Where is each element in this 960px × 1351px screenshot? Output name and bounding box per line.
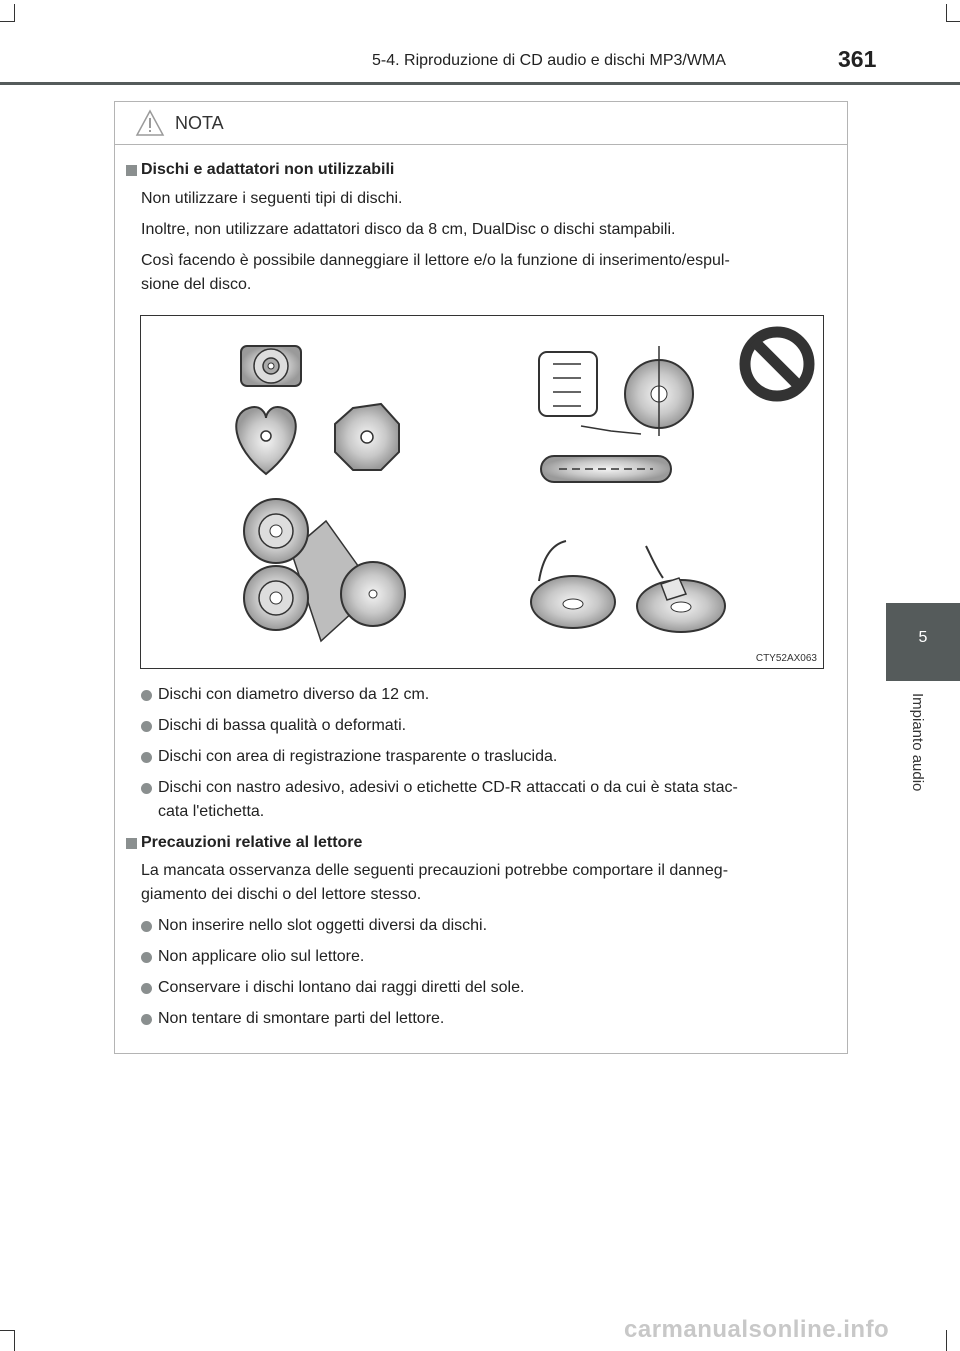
chapter-number: 5 <box>918 629 928 646</box>
chapter-label: Impianto audio <box>909 693 926 792</box>
header-section-title: 5-4. Riproduzione di CD audio e dischi MP3/WMA <box>372 52 726 69</box>
list-item: Non applicare olio sul lettore. <box>158 948 365 965</box>
crop-mark <box>14 4 15 22</box>
crop-mark <box>946 21 960 22</box>
crop-mark <box>14 1330 15 1351</box>
section-heading: Precauzioni relative al lettore <box>141 834 363 851</box>
bullet-marker <box>141 752 152 763</box>
bullet-marker <box>141 1014 152 1025</box>
paragraph: Così facendo è possibile danneggiare il lettore e/o la funzione di inserimento/espul- <box>141 252 730 269</box>
figure-code: CTY52AX063 <box>755 653 817 664</box>
list-item: Dischi di bassa qualità o deformati. <box>158 717 407 734</box>
section-heading: Dischi e adattatori non utilizzabili <box>141 161 395 178</box>
note-header <box>115 102 847 145</box>
list-item: Non inserire nello slot oggetti diversi da dischi. <box>158 917 488 934</box>
header-rule <box>0 82 960 85</box>
list-item: Dischi con nastro adesivo, adesivi o etichette CD-R attaccati o da cui è stata stac- <box>158 779 738 796</box>
page-number: 361 <box>838 46 877 72</box>
bullet-marker <box>141 983 152 994</box>
paragraph: sione del disco. <box>141 276 252 293</box>
chapter-tab <box>886 603 960 681</box>
paragraph: Non utilizzare i seguenti tipi di dischi. <box>141 190 403 207</box>
bullet-marker <box>141 952 152 963</box>
crop-mark <box>946 4 947 22</box>
list-item: Conservare i dischi lontano dai raggi diretti del sole. <box>158 979 525 996</box>
section-marker <box>126 838 137 849</box>
crop-mark <box>946 1330 947 1351</box>
paragraph: La mancata osservanza delle seguenti precauzioni potrebbe comportare il danneg- <box>141 862 729 879</box>
disc-illustration <box>140 315 824 669</box>
crop-mark <box>0 21 15 22</box>
paragraph: Inoltre, non utilizzare adattatori disco da 8 cm, DualDisc o dischi stampabili. <box>141 221 676 238</box>
list-item: Dischi con area di registrazione trasparente o traslucida. <box>158 748 558 765</box>
watermark: carmanualsonline.info <box>624 1316 890 1343</box>
bullet-marker <box>141 690 152 701</box>
bullet-marker <box>141 721 152 732</box>
crop-mark <box>0 1330 15 1331</box>
bullet-marker <box>141 921 152 932</box>
paragraph: giamento dei dischi o del lettore stesso. <box>141 886 422 903</box>
warning-triangle-icon <box>135 109 165 137</box>
list-item: Non tentare di smontare parti del lettore. <box>158 1010 445 1027</box>
note-title: NOTA <box>175 113 224 133</box>
section-marker <box>126 165 137 176</box>
list-item-continuation: cata l'etichetta. <box>158 803 265 820</box>
bullet-marker <box>141 783 152 794</box>
list-item: Dischi con diametro diverso da 12 cm. <box>158 686 430 703</box>
unusable-discs-figure <box>141 316 823 668</box>
